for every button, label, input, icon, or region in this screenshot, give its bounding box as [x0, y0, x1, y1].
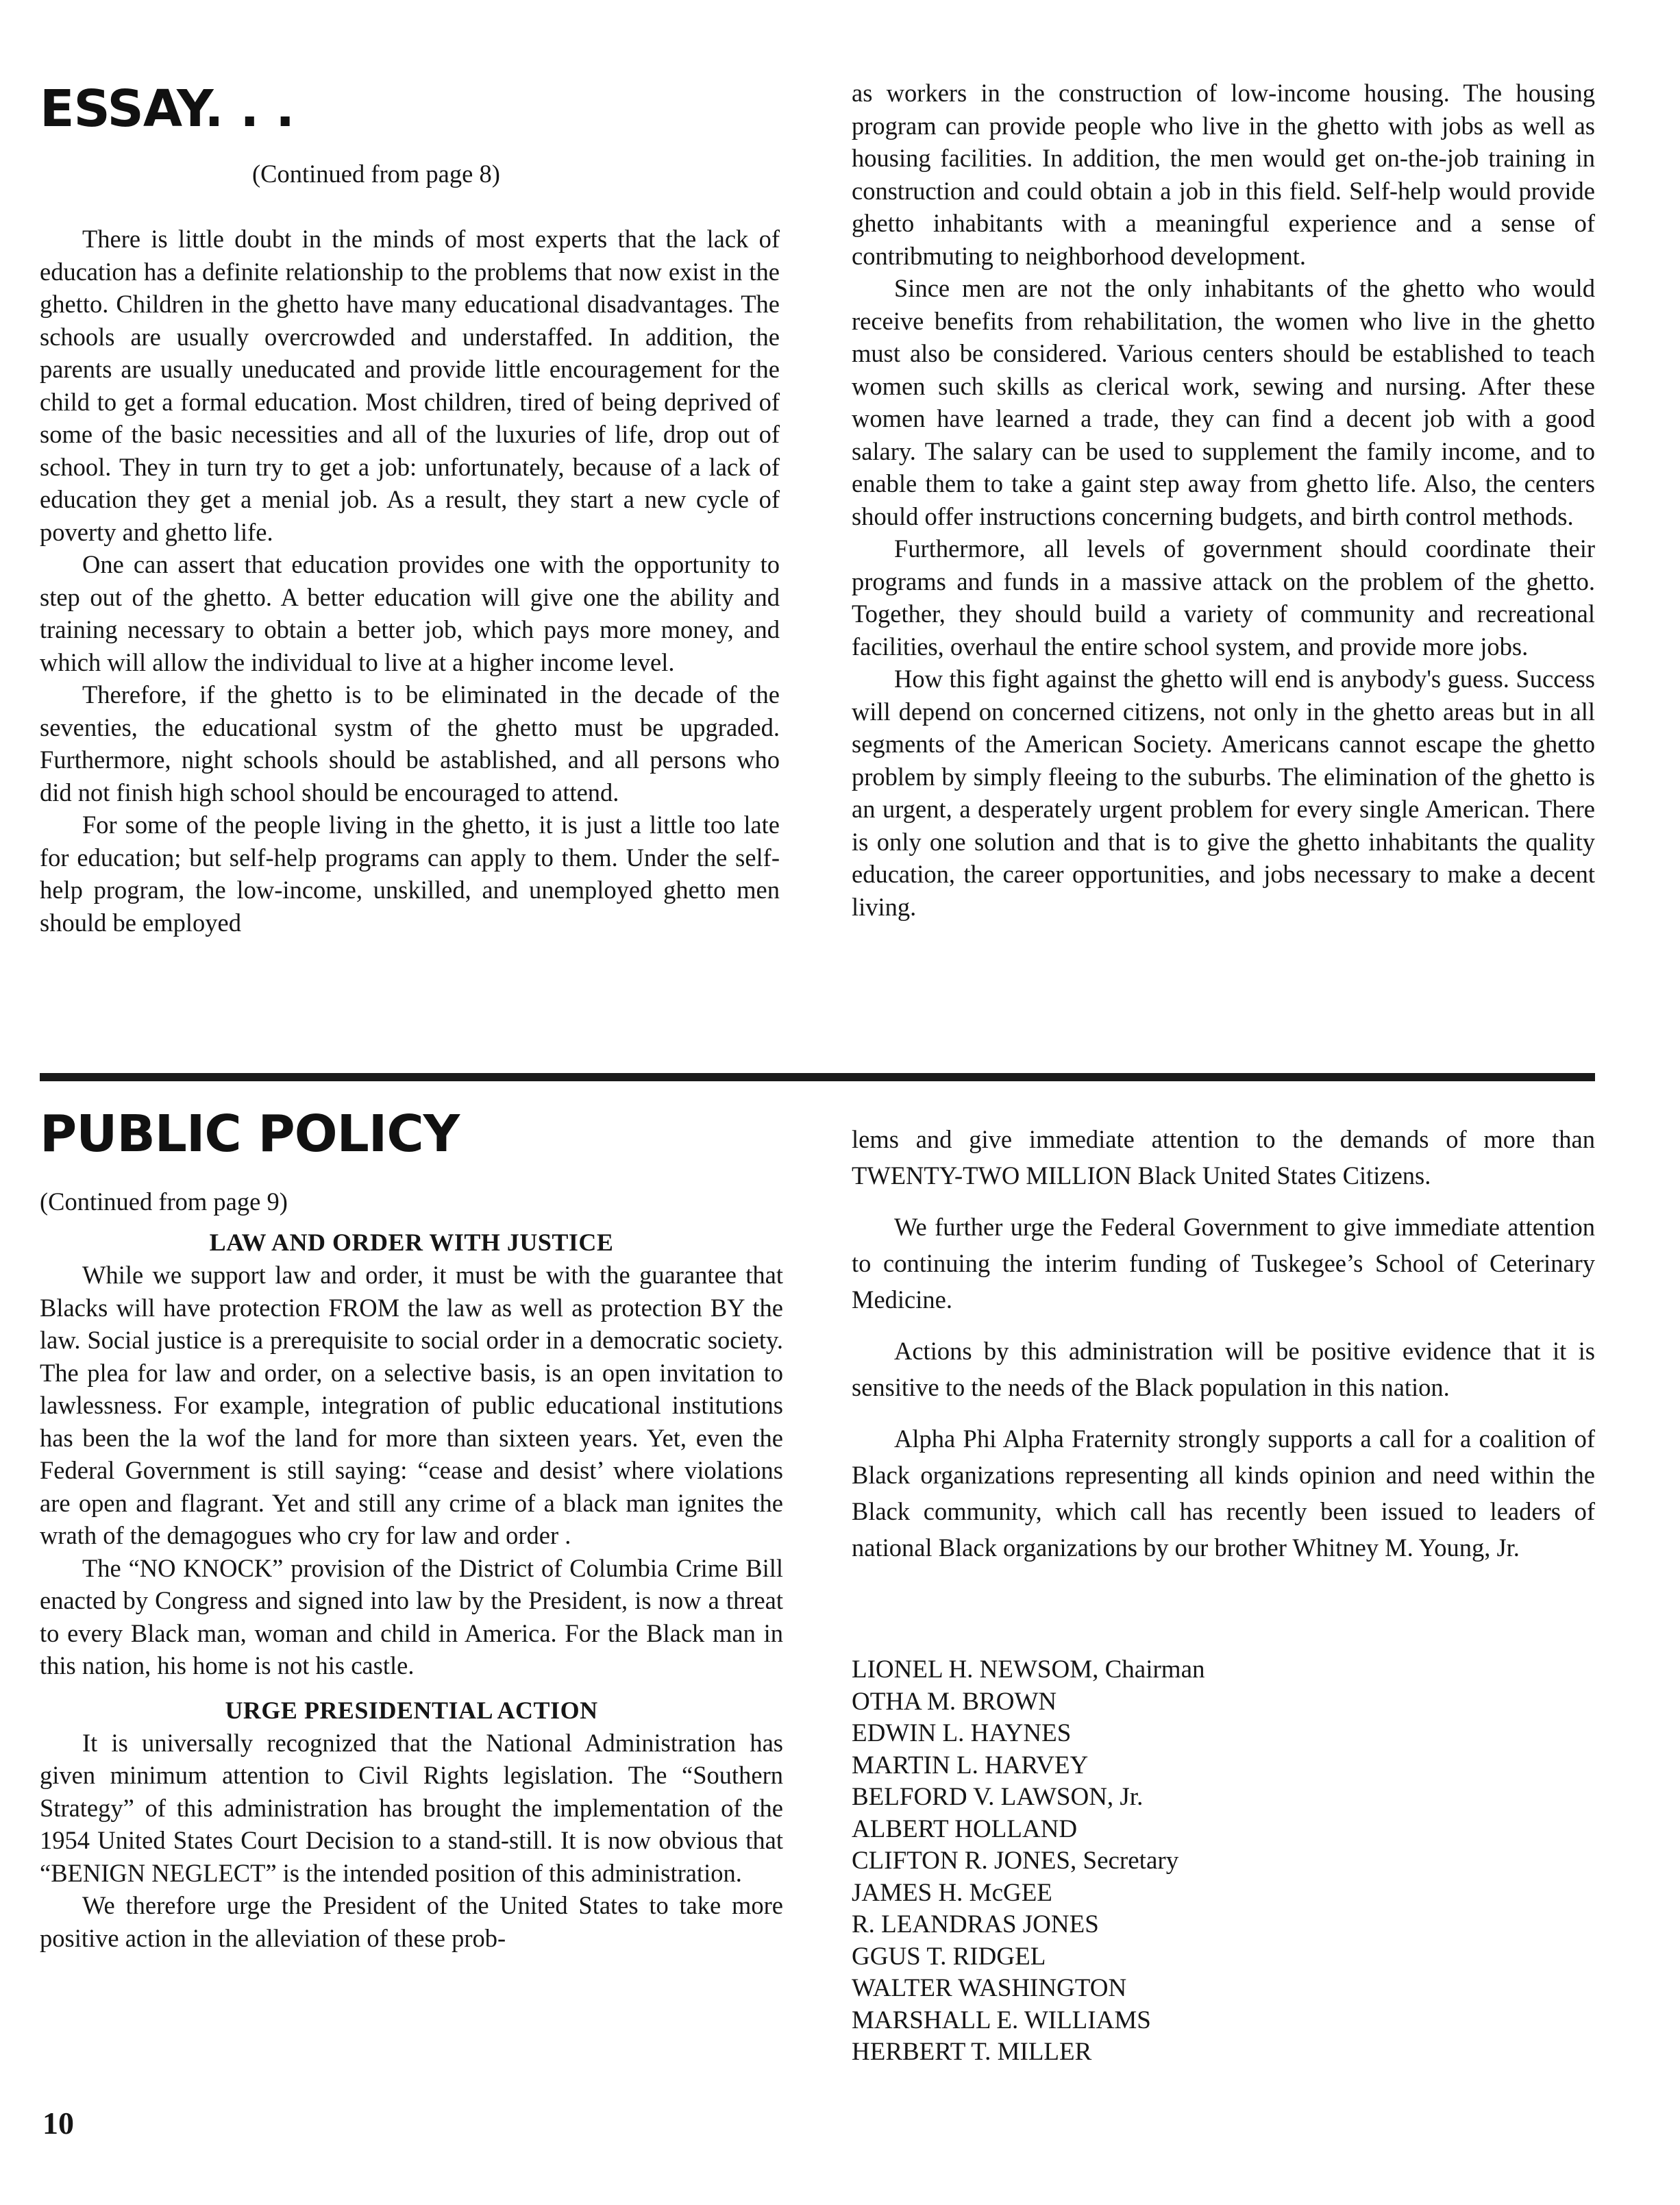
- signatory-name: LIONEL H. NEWSOM, Chairman: [852, 1655, 1205, 1684]
- essay-paragraph: For some of the people living in the ghetto, it is just a little too late for education; but self-help programs can apply to them. Under the self-help program, the low-income, unskilled, and unemployed ghetto men should be employed: [40, 811, 780, 937]
- essay-paragraph: Therefore, if the ghetto is to be eliminated in the decade of the seventies, the educational systm of the ghetto must be upgraded. Furthermore, night schools should be astablished, and all persons who did not finish high school should be encouraged to attend.: [40, 680, 780, 806]
- policy-right-column: [852, 1121, 1595, 1581]
- essay-continued-note: (Continued from page 8): [252, 160, 500, 188]
- signatory-list: [852, 1654, 1205, 2069]
- policy-subhead-law-and-order: LAW AND ORDER WITH JUSTICE: [209, 1229, 614, 1256]
- signatory-name: R. LEANDRAS JONES: [852, 1910, 1099, 1938]
- policy-paragraph: It is universally recognized that the National Administration has given minimum attention to Civil Rights legislation. The “Southern Strategy” of this administration has brought the implementation of the 1954 United States Court Decision to a stand-still. It is now obvious that “BENIGN NEGLECT” is the intended position of this administration.: [40, 1728, 783, 1887]
- policy-title: PUBLIC POLICY: [40, 1105, 460, 1163]
- page-number: 10: [42, 2106, 74, 2141]
- policy-paragraph: The “NO KNOCK” provision of the District of Columbia Crime Bill enacted by Congress and signed into law by the President, is now a threat to every Black man, woman and child in America. For the Black man in this nation, his home is not his castle.: [40, 1553, 783, 1679]
- signatory-name: WALTER WASHINGTON: [852, 1974, 1127, 2002]
- signatory-name: ALBERT HOLLAND: [852, 1814, 1078, 1843]
- policy-paragraph: We further urge the Federal Government to give immediate attention to continuing the interim funding of Tuskegee’s School of Ceterinary Medicine.: [852, 1213, 1595, 1314]
- essay-left-column: [40, 223, 780, 939]
- signatory-name: BELFORD V. LAWSON, Jr.: [852, 1783, 1144, 1811]
- signatory-name: JAMES H. McGEE: [852, 1878, 1052, 1907]
- policy-paragraph: We therefore urge the President of the United States to take more positive action in the alleviation of these prob-: [40, 1891, 783, 1952]
- policy-left-column: [40, 1227, 783, 1954]
- essay-title: ESSAY. . .: [40, 79, 295, 138]
- essay-paragraph: as workers in the construction of low-income housing. The housing program can provide people who live in the ghetto with jobs as well as housing facilities. In addition, the men would get on-the-job training in construction and could obtain a job in this field. Self-help would provide ghetto inhabitants with a meaningful experience and a sense of contribmuting to neighborhood development.: [852, 79, 1595, 270]
- policy-paragraph: Alpha Phi Alpha Fraternity strongly supports a call for a coalition of Black organizations representing all kinds opinion and need within the Black community, which call has recently been issued to leaders of national Black organizations by our brother Whitney M. Young, Jr.: [852, 1425, 1595, 1562]
- essay-paragraph: How this fight against the ghetto will end is anybody's guess. Success will depend on concerned citizens, not only in the ghetto areas but in all segments of the American Society. Americans cannot escape the ghetto problem by simply fleeing to the suburbs. The elimination of the ghetto is an urgent, a desperately urgent problem for every single American. There is only one solution and that is to give the ghetto inhabitants the quality education, the career opportunities, and jobs necessary to make a decent living.: [852, 665, 1595, 921]
- policy-subhead-presidential-action: URGE PRESIDENTIAL ACTION: [225, 1696, 598, 1724]
- signatory-name: MARTIN L. HARVEY: [852, 1751, 1089, 1779]
- essay-right-column: [852, 77, 1595, 923]
- essay-paragraph: There is little doubt in the minds of most experts that the lack of education has a definite relationship to the problems that now exist in the ghetto. Children in the ghetto have many educational disadvantages. The schools are usually overcrowded and understaffed. In addition, the parents are usually uneducated and provide little encouragement for the child to get a formal education. Most children, tired of being deprived of some of the basic necessities and all of the luxuries of life, drop out of school. They in turn try to get a job: unfortunately, because of a lack of education they get a menial job. As a result, they start a new cycle of poverty and ghetto life.: [40, 225, 780, 546]
- section-divider: [40, 1073, 1595, 1081]
- signatory-name: OTHA M. BROWN: [852, 1687, 1057, 1716]
- signatory-name: GGUS T. RIDGEL: [852, 1942, 1046, 1971]
- policy-continued-note: (Continued from page 9): [40, 1187, 288, 1216]
- policy-paragraph: Actions by this administration will be positive evidence that it is sensitive to the needs of the Black population in this nation.: [852, 1337, 1595, 1401]
- signatory-name: CLIFTON R. JONES, Secretary: [852, 1847, 1179, 1875]
- signatory-name: EDWIN L. HAYNES: [852, 1719, 1072, 1747]
- essay-paragraph: Since men are not the only inhabitants of the ghetto who would receive benefits from rehabilitation, the women who live in the ghetto must also be considered. Various centers should be established to teach women such skills as clerical work, sewing and nursing. After these women have learned a trade, they can find a decent job with a good salary. The salary can be used to supplement the family income, and to enable them to take a gaint step away from ghetto life. Also, the centers should offer instructions concerning budgets, and birth control methods.: [852, 274, 1595, 530]
- essay-paragraph: Furthermore, all levels of government should coordinate their programs and funds in a massive attack on the problem of the ghetto. Together, they should build a variety of community and recreational facilities, overhaul the entire school system, and provide more jobs.: [852, 534, 1595, 661]
- signatory-name: HERBERT T. MILLER: [852, 2038, 1092, 2066]
- policy-paragraph: lems and give immediate attention to the demands of more than TWENTY-TWO MILLION Black United States Citizens.: [852, 1125, 1595, 1190]
- essay-paragraph: One can assert that education provides one with the opportunity to step out of the ghetto. A better education will give one the ability and training necessary to obtain a better job, which pays more money, and which will allow the individual to live at a higher income level.: [40, 550, 780, 676]
- policy-paragraph: While we support law and order, it must be with the guarantee that Blacks will have protection FROM the law as well as protection BY the law. Social justice is a prerequisite to social order in a democratic society. The plea for law and order, on a selective basis, is an open invitation to lawlessness. For example, integration of public educational institutions has been the la wof the land for more than sixteen years. Yet, even the Federal Government is still saying: “cease and desist’ where violations are open and flagrant. Yet and still any crime of a black man ignites the wrath of the demagogues who cry for law and order .: [40, 1261, 783, 1549]
- signatory-name: MARSHALL E. WILLIAMS: [852, 2006, 1151, 2034]
